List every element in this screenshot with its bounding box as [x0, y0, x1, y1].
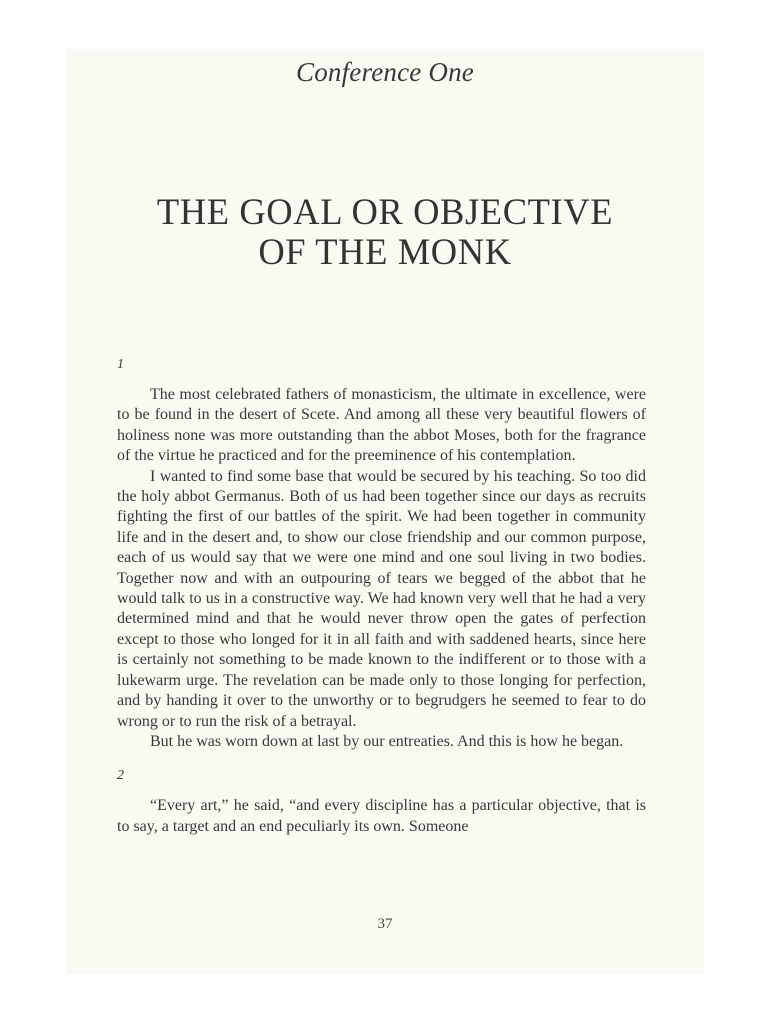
body-text	[117, 355, 646, 837]
chapter-label: Conference One	[296, 57, 474, 87]
paragraph-4: “Every art,” he said, “and every discipline has a particular objective, that is to say, a target and an end peculiarly its own. Someone	[117, 797, 646, 835]
section-number-2: 2	[117, 768, 124, 784]
paragraph-1: The most celebrated fathers of monasticism, the ultimate in excellence, were to be found in the desert of Scete. And among all these very beautiful flowers of holiness none was more outstanding than the abbot Moses, both for the fragrance of the virtue he practiced and for the preeminence of his contemplation.	[117, 386, 646, 465]
chapter-title-line-2: OF THE MONK	[258, 231, 512, 272]
paragraph-3: But he was worn down at last by our entreaties. And this is how he began.	[150, 732, 624, 750]
section-number-1: 1	[117, 357, 124, 372]
paragraph-2: I wanted to find some base that would be secured by his teaching. So too did the holy abbot Germanus. Both of us had been together since our days as recruits fighting the first of our battles of the spirit. We had been together in community life and in the desert and, to show our close friendship and our common purpose, each of us would say that we were one mind and one soul living in two bodies. Together now and with an outpouring of tears we begged of the abbot that he would talk to us in a constructive way. We had known very well that he had a very determined mind and that he would never throw open the gates of perfection except to those who longed for it in all faith and with saddened hearts, since here is certainly not something to be made known to the indifferent or to those with a lukewarm urge. The revelation can be made only to those longing for perfection, and by handing it over to the unworthy or to begrudgers he seemed to fear to do wrong or to run the risk of a betrayal.	[117, 467, 646, 730]
book-page	[66, 49, 704, 974]
page-number: 37	[377, 916, 393, 932]
chapter-title	[66, 192, 704, 272]
chapter-title-line-1: THE GOAL OR OBJECTIVE	[156, 191, 614, 232]
section-gap	[117, 752, 646, 766]
